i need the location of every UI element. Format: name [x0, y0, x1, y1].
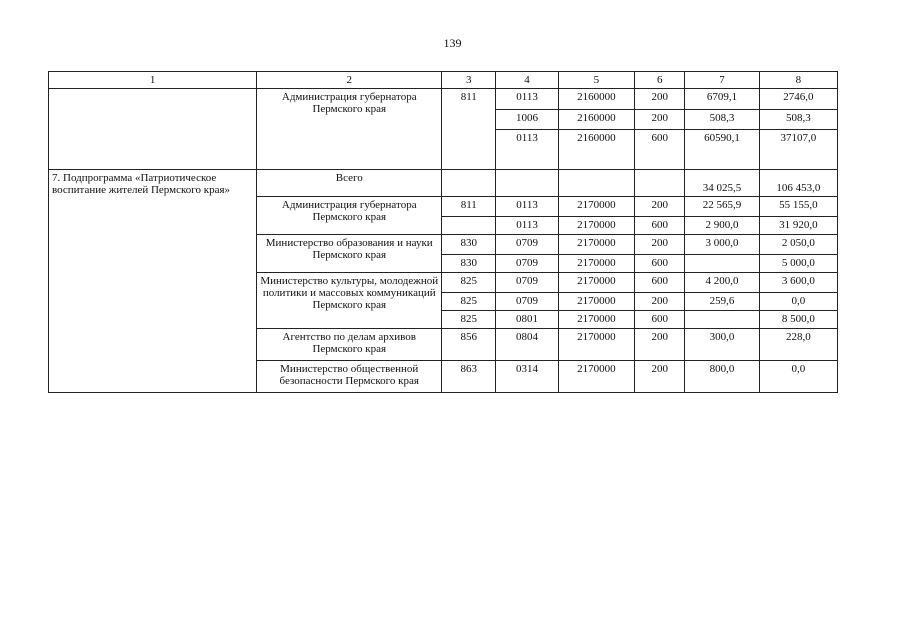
target-cell: 2170000 — [558, 361, 634, 393]
empty-cell — [558, 170, 634, 197]
value8-cell: 508,3 — [759, 110, 837, 130]
section-cell: 0113 — [496, 197, 558, 217]
budget-table — [48, 71, 838, 393]
column-header: 7 — [685, 72, 759, 89]
empty-cell — [442, 170, 496, 197]
grbs-cell: 830 — [442, 235, 496, 255]
agency-cell: Министерство культуры, молодежной политики и массовых коммуникаций Пермского края — [257, 273, 442, 329]
agency-cell: Администрация губернатора Пермского края — [257, 197, 442, 235]
type-cell: 200 — [635, 329, 685, 361]
section-cell: 0709 — [496, 293, 558, 311]
agency-cell: Администрация губернатора Пермского края — [257, 89, 442, 170]
grbs-cell: 811 — [442, 197, 496, 217]
grbs-cell — [442, 217, 496, 235]
value8-cell: 3 600,0 — [759, 273, 837, 293]
value8-cell: 37107,0 — [759, 130, 837, 170]
section-cell: 0709 — [496, 273, 558, 293]
value7-cell: 259,6 — [685, 293, 759, 311]
type-cell: 200 — [635, 89, 685, 110]
value8-cell: 0,0 — [759, 293, 837, 311]
section-cell: 0113 — [496, 89, 558, 110]
value8-cell: 2 050,0 — [759, 235, 837, 255]
value7-cell — [685, 255, 759, 273]
empty-cell — [496, 170, 558, 197]
column-header: 2 — [257, 72, 442, 89]
table-row — [49, 89, 838, 110]
column-header: 1 — [49, 72, 257, 89]
value8-cell: 2746,0 — [759, 89, 837, 110]
value8-cell: 0,0 — [759, 361, 837, 393]
grbs-cell: 811 — [442, 89, 496, 170]
type-cell: 200 — [635, 197, 685, 217]
type-cell: 600 — [635, 273, 685, 293]
target-cell: 2160000 — [558, 110, 634, 130]
section-cell: 0709 — [496, 255, 558, 273]
total-label: Всего — [257, 170, 442, 197]
target-cell: 2160000 — [558, 89, 634, 110]
table-body — [49, 72, 838, 393]
total-value7: 34 025,5 — [685, 170, 759, 197]
header-row — [49, 72, 838, 89]
value7-cell: 60590,1 — [685, 130, 759, 170]
total-value8: 106 453,0 — [759, 170, 837, 197]
grbs-cell: 825 — [442, 273, 496, 293]
value8-cell: 228,0 — [759, 329, 837, 361]
empty-cell — [49, 89, 257, 170]
section-cell: 0113 — [496, 130, 558, 170]
type-cell: 200 — [635, 235, 685, 255]
target-cell: 2160000 — [558, 130, 634, 170]
section-cell: 0804 — [496, 329, 558, 361]
type-cell: 200 — [635, 110, 685, 130]
target-cell: 2170000 — [558, 197, 634, 217]
agency-cell: Агентство по делам архивов Пермского края — [257, 329, 442, 361]
section-cell: 0801 — [496, 311, 558, 329]
column-header: 4 — [496, 72, 558, 89]
agency-cell: Министерство образования и науки Пермского края — [257, 235, 442, 273]
subprogram-title: 7. Подпрограмма «Патриотическое воспитание жителей Пермского края» — [49, 170, 257, 393]
type-cell: 600 — [635, 311, 685, 329]
section-cell: 0709 — [496, 235, 558, 255]
grbs-cell: 825 — [442, 293, 496, 311]
type-cell: 600 — [635, 217, 685, 235]
value7-cell: 508,3 — [685, 110, 759, 130]
grbs-cell: 825 — [442, 311, 496, 329]
target-cell: 2170000 — [558, 217, 634, 235]
type-cell: 600 — [635, 130, 685, 170]
target-cell: 2170000 — [558, 293, 634, 311]
value7-cell: 4 200,0 — [685, 273, 759, 293]
type-cell: 600 — [635, 255, 685, 273]
type-cell: 200 — [635, 293, 685, 311]
column-header: 8 — [759, 72, 837, 89]
grbs-cell: 863 — [442, 361, 496, 393]
column-header: 5 — [558, 72, 634, 89]
value7-cell — [685, 311, 759, 329]
value7-cell: 2 900,0 — [685, 217, 759, 235]
value7-cell: 800,0 — [685, 361, 759, 393]
target-cell: 2170000 — [558, 273, 634, 293]
agency-cell: Министерство общественной безопасности Пермского края — [257, 361, 442, 393]
grbs-cell: 830 — [442, 255, 496, 273]
value8-cell: 5 000,0 — [759, 255, 837, 273]
target-cell: 2170000 — [558, 311, 634, 329]
empty-cell — [635, 170, 685, 197]
section-cell: 1006 — [496, 110, 558, 130]
table-row — [49, 170, 838, 197]
value8-cell: 8 500,0 — [759, 311, 837, 329]
target-cell: 2170000 — [558, 255, 634, 273]
value7-cell: 300,0 — [685, 329, 759, 361]
target-cell: 2170000 — [558, 235, 634, 255]
value7-cell: 22 565,9 — [685, 197, 759, 217]
type-cell: 200 — [635, 361, 685, 393]
grbs-cell: 856 — [442, 329, 496, 361]
target-cell: 2170000 — [558, 329, 634, 361]
value7-cell: 3 000,0 — [685, 235, 759, 255]
column-header: 6 — [635, 72, 685, 89]
section-cell: 0314 — [496, 361, 558, 393]
section-cell: 0113 — [496, 217, 558, 235]
page-number: 139 — [443, 36, 462, 50]
value7-cell: 6709,1 — [685, 89, 759, 110]
column-header: 3 — [442, 72, 496, 89]
value8-cell: 31 920,0 — [759, 217, 837, 235]
value8-cell: 55 155,0 — [759, 197, 837, 217]
